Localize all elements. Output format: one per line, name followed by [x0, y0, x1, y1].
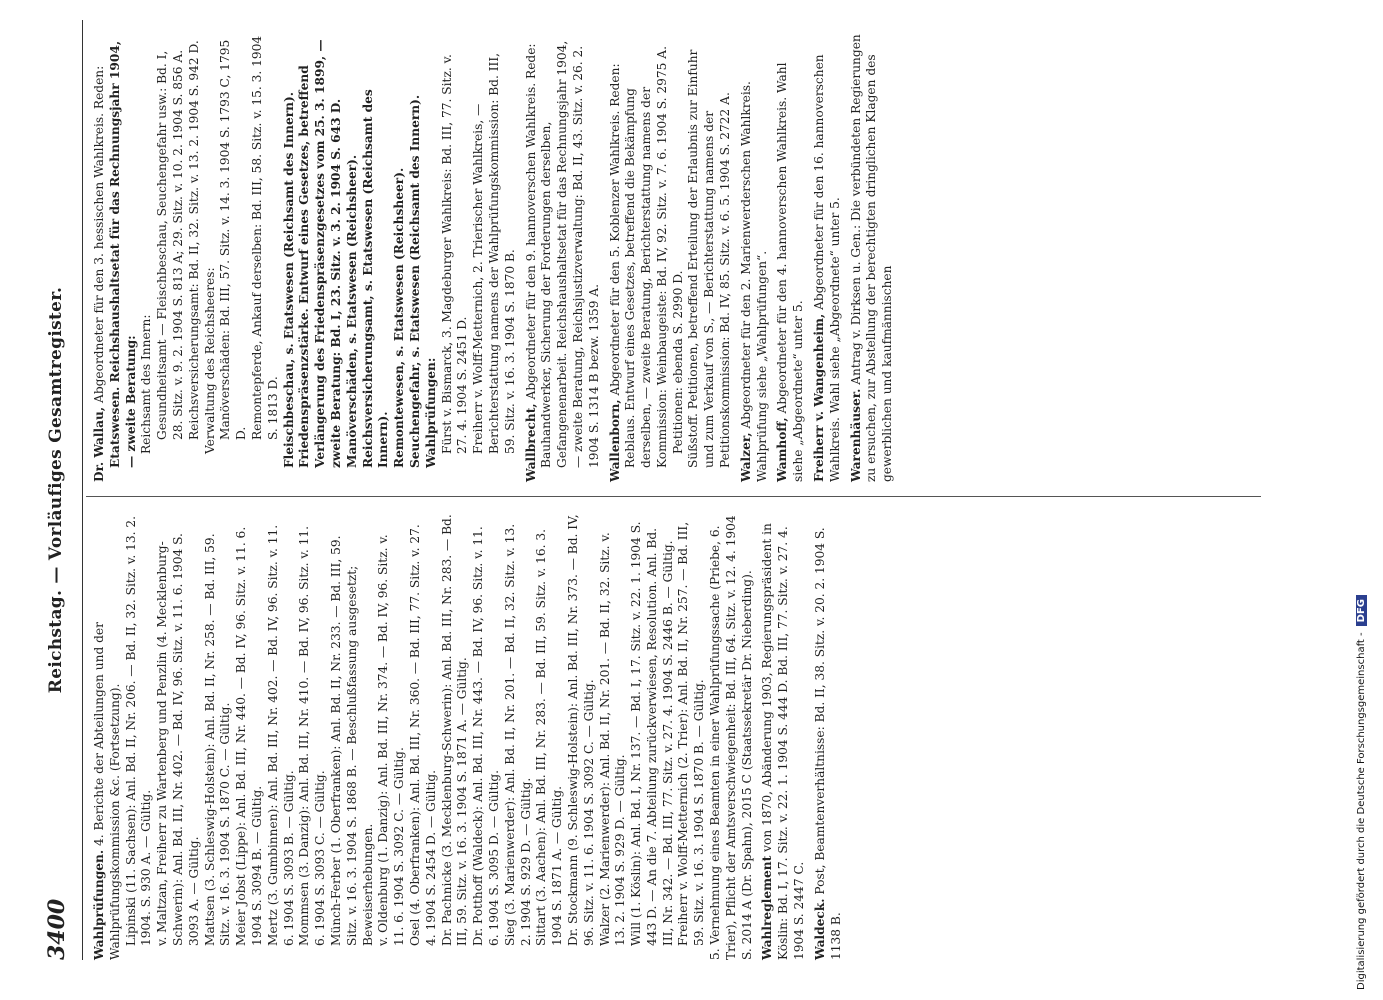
entry-remontepferde: Remontepferde, Ankauf derselben: Bd. III, 58. Sitz. v. 15. 3. 1904 S. 1813 D. — [249, 35, 280, 440]
entry-waldeck: Waldeck. Post, Beamtenverhältnisse: Bd. II, 38. Sitz. v. 20. 2. 1904 S. 1138 B. — [812, 527, 843, 960]
entry-manoeverschaeden-ref: Manöverschäden, s. Etatswesen (Reichsheer). — [344, 154, 359, 468]
page-number: 3400 — [44, 898, 70, 960]
entry-bismarck: Fürst v. Bismarck, 3. Magdeburger Wahlkreis: Bd. III, 77. Sitz. v. 27. 4. 1904 S. 2451 D. — [439, 54, 470, 454]
entry-manoeverschaeden: Manöverschäden: Bd. III, 57. Sitz. v. 14. 3. 1904 S. 1793 C, 1795 D. — [218, 39, 249, 440]
page-title: Reichstag. — Vorläufiges Gesamtregister. — [46, 286, 66, 694]
entry-reblaus: Reblaus. Entwurf eines Gesetzes, betreffend die Bekämpfung derselben, — zweite Beratung, Berichterstattung namens der Kommission: Weinbaugeiste: Bd. IV, 92. Sitz. v. 7. 6. 1904 S. 2975 A. — [623, 46, 669, 468]
entry-warenhaeuser: Warenhäuser. Antrag v. Dirksen u. Gen.: Die verbündeten Regierungen zu ersuchen, zur Abstellung der berechtigten dringlichen Klagen des gewerblichen und kaufmännischen — [848, 34, 895, 482]
entry-etatswesen: Etatswesen. Reichshaushaltsetat für das Rechnungsjahr 1904, — zweite Beratung: — [107, 40, 138, 468]
entry-wahlpruefungen-right: Wahlprüfungen: — [423, 357, 438, 468]
entry-petitionen: Petitionen: ebenda S. 2990 D. — [670, 270, 685, 454]
entry-walzer-right: Walzer, Abgeordneter für den 2. Marienwerderschen Wahlkreis. Wahlprüfung siehe „Wahlprüfungen“. — [738, 81, 769, 482]
right-column — [92, 34, 896, 482]
entry-gesundheitsamt: Gesundheitsamt — Fleischbeschau, Seuchengefahr usw.: Bd. I, 28. Sitz. v. 9. 2. 1904 S. 813 A; 29. Sitz. v. 10. 2. 1904 S. 856 A. — [155, 49, 185, 440]
entry-mertz: Mertz (3. Gumbinnen): Anl. Bd. III, Nr. 402. — Bd. IV, 96. Sitz. v. 11. 6. 1904 S. 3093 B. — Gültig. — [265, 524, 296, 946]
entry-wahlreglement: Wahlreglement von 1870, Abänderung 1903, Regierungspräsident in Köslin: Bd. I, 17. Sitz. v. 22. 1. 1904 S. 444 D. Bd. III, 77. Sitz. v. 27. 4. 1904 S. 2447 C. — [760, 523, 807, 960]
entry-friedenspraesenz: Friedenspräsenzstärke. Entwurf eines Gesetzes, betreffend Verlängerung des Friedenspräsenzgesetzes vom 25. 3. 1899, — zweite Beratung: Bd. I, 23. Sitz. v. 3. 2. 1904 S. 643 D. — [297, 39, 343, 468]
entry-wamhoff: Wamhoff, Abgeordneter für den 4. hannoverschen Wahlkreis. Wahl siehe „Abgeordnete“ unter 5. — [775, 62, 806, 482]
column-divider — [86, 496, 1261, 497]
entry-bauhandwerker: Bauhandwerker, Sicherung der Forderungen derselben, Gefangenenarbeit. Reichshaushaltsetat für das Rechnungsjahr 1904, — zweite Beratung, Reichsjustizverwaltung: Bd. II, 43. Sitz. v. 26. 2. 1904 S. 1314 B bezw. 1359 A. — [539, 40, 601, 468]
entry-sittart: Sittart (3. Aachen): Anl. Bd. III, Nr. 283. — Bd. III, 59. Sitz. v. 16. 3. 1904 S. 1871 A. — Gültig. — [534, 528, 565, 946]
entry-suessstoff: Süßstoff. Petitionen, betreffend Erteilung der Erlaubnis zur Einfuhr und zum Verkauf von S., — Berichterstattung namens der Petitionskommission: Bd. IV, 85. Sitz. v. 6. 5. 1904 S. 2722 A. — [686, 49, 733, 468]
entry-wallau: Dr. Wallau, Abgeordneter für den 3. hessischen Wahlkreis. Reden: — [92, 65, 106, 482]
entry-wangenheim: Freiherr v. Wangenheim, Abgeordneter für den 16. hannoverschen Wahlkreis. Wahl siehe „Abgeordnete“ unter 5. — [812, 54, 842, 482]
entry-mattsen: Mattsen (3. Schleswig-Holstein): Anl. Bd. II, Nr. 258. — Bd. III, 59. Sitz. v. 16. 3. 1904 S. 1870 C. — Gültig. — [202, 533, 233, 946]
entry-remontewesen: Remontewesen, s. Etatswesen (Reichsheer). — [392, 167, 407, 468]
entry-reichsamt-innern: Reichsamt des Innern: — [139, 314, 154, 454]
entry-pachnicke: Dr. Pachnicke (3. Mecklenburg-Schwerin): Anl. Bd. III, Nr. 283. — Bd. III, 59. Sitz. v. 16. 3. 1904 S. 1871 A. — Gültig. — [439, 514, 470, 946]
digitization-credit — [1356, 10, 1376, 990]
entry-lipinski: Lipinski (11. Sachsen): Anl. Bd. II, Nr. 206. — Bd. II, 32. Sitz. v. 13. 2. 1904. S. 930 A. — Gültig. — [123, 516, 154, 946]
entry-reichsversicherungsamt-ref: Reichsversicherungsamt, s. Etatswesen (Reichsamt des Innern). — [360, 89, 391, 468]
entry-wolff-metternich-right: Freiherr v. Wolff-Metternich, 2. Trierischer Wahlkreis, — Berichterstattung namens der Wahlprüfungskommission: Bd. III, 59. Sitz. v. 16. 3. 1904 S. 1870 B. — [471, 52, 517, 454]
entry-wolff-metternich: Freiherr v. Wolff-Metternich (2. Trier): Anl. Bd. II, Nr. 257. — Bd. III, 59. Sitz. v. 16. 3. 1904 S. 1870 B. — Gültig. — [676, 521, 707, 946]
entry-walzer: Walzer (2. Marienwerder): Anl. Bd. II, Nr. 201. — Bd. II, 32. Sitz. v. 13. 2. 1904 S. 929 D. — Gültig. — [597, 532, 628, 946]
credit-text: Digitalisierung gefördert durch die Deutsche Forschungsgemeinschaft - — [1356, 632, 1367, 990]
entry-wallenborn: Wallenborn, Abgeordneter für den 5. Koblenzer Wahlkreis. Reden: — [607, 63, 622, 482]
entry-wallbrecht: Wallbrecht, Abgeordneter für den 9. hannoverschen Wahlkreis. Rede: — [523, 43, 538, 482]
entry-wahlpruefungen: Wahlprüfungen. 4. Berichte der Abteilungen und der Wahlprüfungskommission &c. (Fortsetzung). — [92, 622, 122, 960]
entry-verwaltung-reichsheer: Verwaltung des Reichsheeres: — [202, 267, 217, 454]
entry-reichsversicherungsamt: Reichsversicherungsamt: Bd. II, 32. Sitz. v. 13. 2. 1904 S. 942 D. — [186, 40, 201, 440]
entry-stockmann: Dr. Stockmann (9. Schleswig-Holstein): Anl. Bd. III, Nr. 373. — Bd. IV, 96. Sitz. v. 11. 6. 1904 S. 3092 C. — Gültig. — [565, 514, 596, 946]
entry-meier-jobst: Meier Jobst (Lippe): Anl. Bd. III, Nr. 440. — Bd. IV, 96. Sitz. v. 11. 6. 1904 S. 3094 B. — Gültig. — [234, 526, 264, 946]
left-column — [92, 512, 844, 960]
entry-potthoff: Dr. Potthoff (Waldeck): Anl. Bd. III, Nr. 443. — Bd. IV, 96. Sitz. v. 11. 6. 1904 S. 3095 D. — Gültig. — [471, 526, 501, 946]
dfg-logo: DFG — [1356, 595, 1367, 626]
entry-osel: Osel (4. Oberfranken): Anl. Bd. III, Nr. 360. — Bd. III, 77. Sitz. v. 27. 4. 1904 S. 2454 D. — Gültig. — [407, 524, 438, 946]
entry-mommsen: Mommsen (3. Danzig): Anl. Bd. III, Nr. 410. — Bd. IV, 96. Sitz. v. 11. 6. 1904 S. 3093 C. — Gültig. — [297, 526, 328, 946]
entry-oldenburg: v. Oldenburg (1. Danzig): Anl. Bd. III, Nr. 374. — Bd. IV, 96. Sitz. v. 11. 6. 1904 S. 3092 C. — Gültig. — [376, 534, 407, 946]
page-header — [40, 20, 83, 960]
entry-muench-ferber: Münch-Ferber (1. Oberfranken): Anl. Bd. II, Nr. 233. — Bd. III, 59. Sitz. v. 16. 3. 1904 S. 1868 B. — Beschlußfassung ausgesetzt; Beweiserhebungen. — [328, 535, 375, 946]
entry-vernehmung: 5. Vernehmung eines Beamten in einer Wahlprüfungssache (Priebe, 6. Trier), Pflicht der Amtsverschwiegenheit: Bd. III, 64. Sitz. v. 12. 4. 1904 S. 2014 A (Dr. Spahn), 2015 C (Staatssekretär Dr. Nieberding). — [708, 515, 754, 960]
entry-maltzan: v. Maltzan, Freiherr zu Wartenberg und Penzlin (4. Mecklenburg-Schwerin): Anl. Bd. III, Nr. 402. — Bd. IV, 96. Sitz. v. 11. 6. 1904 S. 3093 A. — Gültig. — [155, 533, 201, 946]
entry-sieg: Sieg (3. Marienwerder): Anl. Bd. II, Nr. 201. — Bd. II, 32. Sitz. v. 13. 2. 1904 S. 929 D. — Gültig. — [502, 523, 533, 946]
entry-seuchengefahr: Seuchengefahr, s. Etatswesen (Reichsamt des Innern). — [407, 94, 422, 468]
entry-will: Will (1. Köslin): Anl. Bd. I, Nr. 137. — Bd. I, 17. Sitz. v. 22. 1. 1904 S. 443 D. — An die 7. Abteilung zurückverwiesen, Resolution. Anl. Bd. III, Nr. 342. — Bd. III, 77. Sitz. v. 27. 4. 1904 S. 2446 B. — Gültig. — [629, 521, 675, 946]
rotated-page — [40, 20, 1340, 960]
entry-fleischbeschau: Fleischbeschau, s. Etatswesen (Reichsamt des Innern). — [281, 91, 296, 468]
